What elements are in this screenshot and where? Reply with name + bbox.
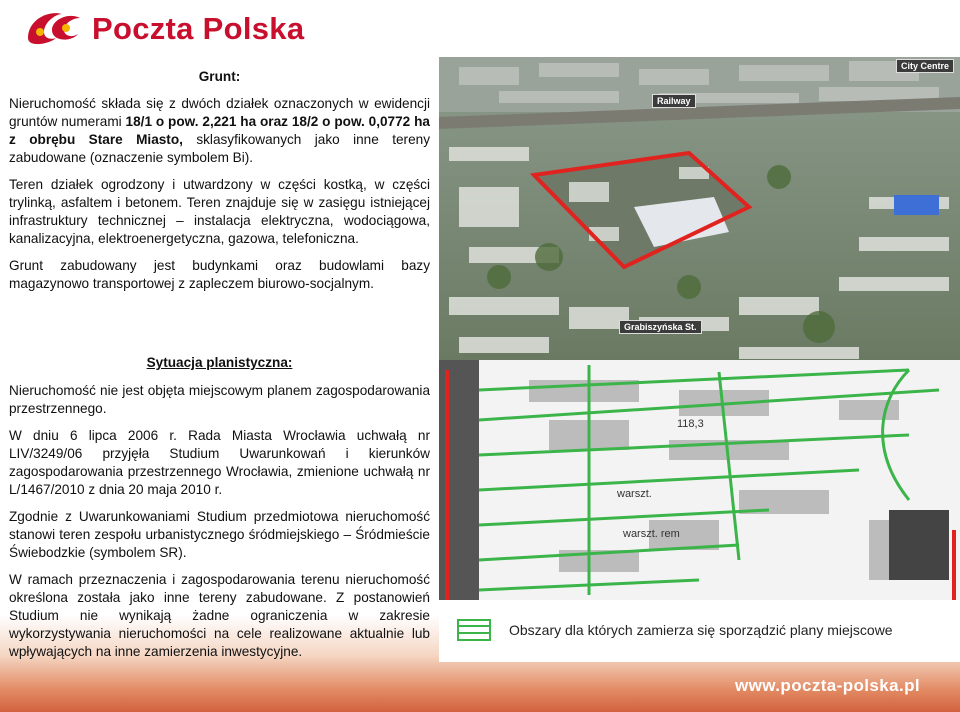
planning-paragraph-2: W dniu 6 lipca 2006 r. Rada Miasta Wrocławia uchwałą nr LIV/3249/06 przyjęła Studium Uwarunkowań i kierunków zagospodarowania przestrzennego Wrocławia, zmienione uchwałą nr L/1467/2010 z dnia 20 maja 2010 r. [9,428,430,497]
grunt-p1-text: Nieruchomość składa się z dwóch działek oznaczonych w ewidencji gruntów numerami [9,96,430,129]
grunt-p1-bold: 18/1 o pow. 2,221 ha oraz 18/2 o pow. 0,0772 ha z obrębu Stare Miasto, [9,114,430,147]
legend-text: Obszary dla których zamierza się sporządzić plany miejscowe [509,622,893,638]
map-shop-label: warszt. [617,488,652,500]
grunt-paragraph-3: Grunt zabudowany jest budynkami oraz budowlami bazy magazynowo transportowej z zapleczem biurowo-socjalnym. [9,258,430,291]
brand-name: Poczta Polska [92,11,305,46]
aerial-photo-graphic [439,57,960,360]
planning-heading: Sytuacja planistyczna: [146,355,293,370]
brand-logo[interactable] [22,8,402,48]
legend-swatch-icon [457,619,491,641]
grunt-p1-tail: sklasyfikowanych jako inne tereny zabudowane (oznaczenie symbolem Bi). [9,132,430,165]
railway-label: Railway [652,94,696,108]
planning-paragraph-1: Nieruchomość nie jest objęta miejscowym planem zagospodarowania przestrzennego. [9,383,430,416]
aerial-photo [439,57,960,360]
grunt-heading: Grunt: [198,69,241,84]
map-number-label: 118,3 [677,418,704,430]
post-horn-icon [22,8,86,48]
street-label: Grabiszyńska St. [619,320,702,334]
city-centre-label: City Centre [896,59,954,73]
planning-map-graphic [439,360,960,600]
map-legend [439,600,960,662]
header [0,0,960,55]
planning-paragraph-4: W ramach przeznaczenia i zagospodarowania terenu nieruchomość określona została jako inne tereny zabudowane. Z postanowień Studium nie wynikają żadne ograniczenia w zakresie wykorzystywania nieruchomości na cele realizowane aktualnie lub wpływających na inne zamierzenia inwestycyjne. [9,572,430,659]
planning-section [9,354,430,661]
planning-paragraph-3: Zgodnie z Uwarunkowaniami Studium przedmiotowa nieruchomość stanowi teren zespołu urbanistycznego śródmiejskiego – Śródmieście Świebodzkie (symbolem SR). [9,509,430,560]
grunt-paragraph-2: Teren działek ogrodzony i utwardzony w części kostką, w części trylinką, asfaltem i betonem. Teren znajduje się w zasięgu istniejącej infrastruktury technicznej – instalacja elektryczna, wodociągowa, kanalizacyjna, elektroenergetyczna, gazowa, telefoniczna. [9,177,430,246]
map-shop2-label: warszt. rem [623,528,680,540]
footer-url[interactable]: www.poczta-polska.pl [735,676,920,695]
grunt-paragraph-1 [9,95,430,167]
planning-map [439,360,960,600]
grunt-section [9,68,430,293]
